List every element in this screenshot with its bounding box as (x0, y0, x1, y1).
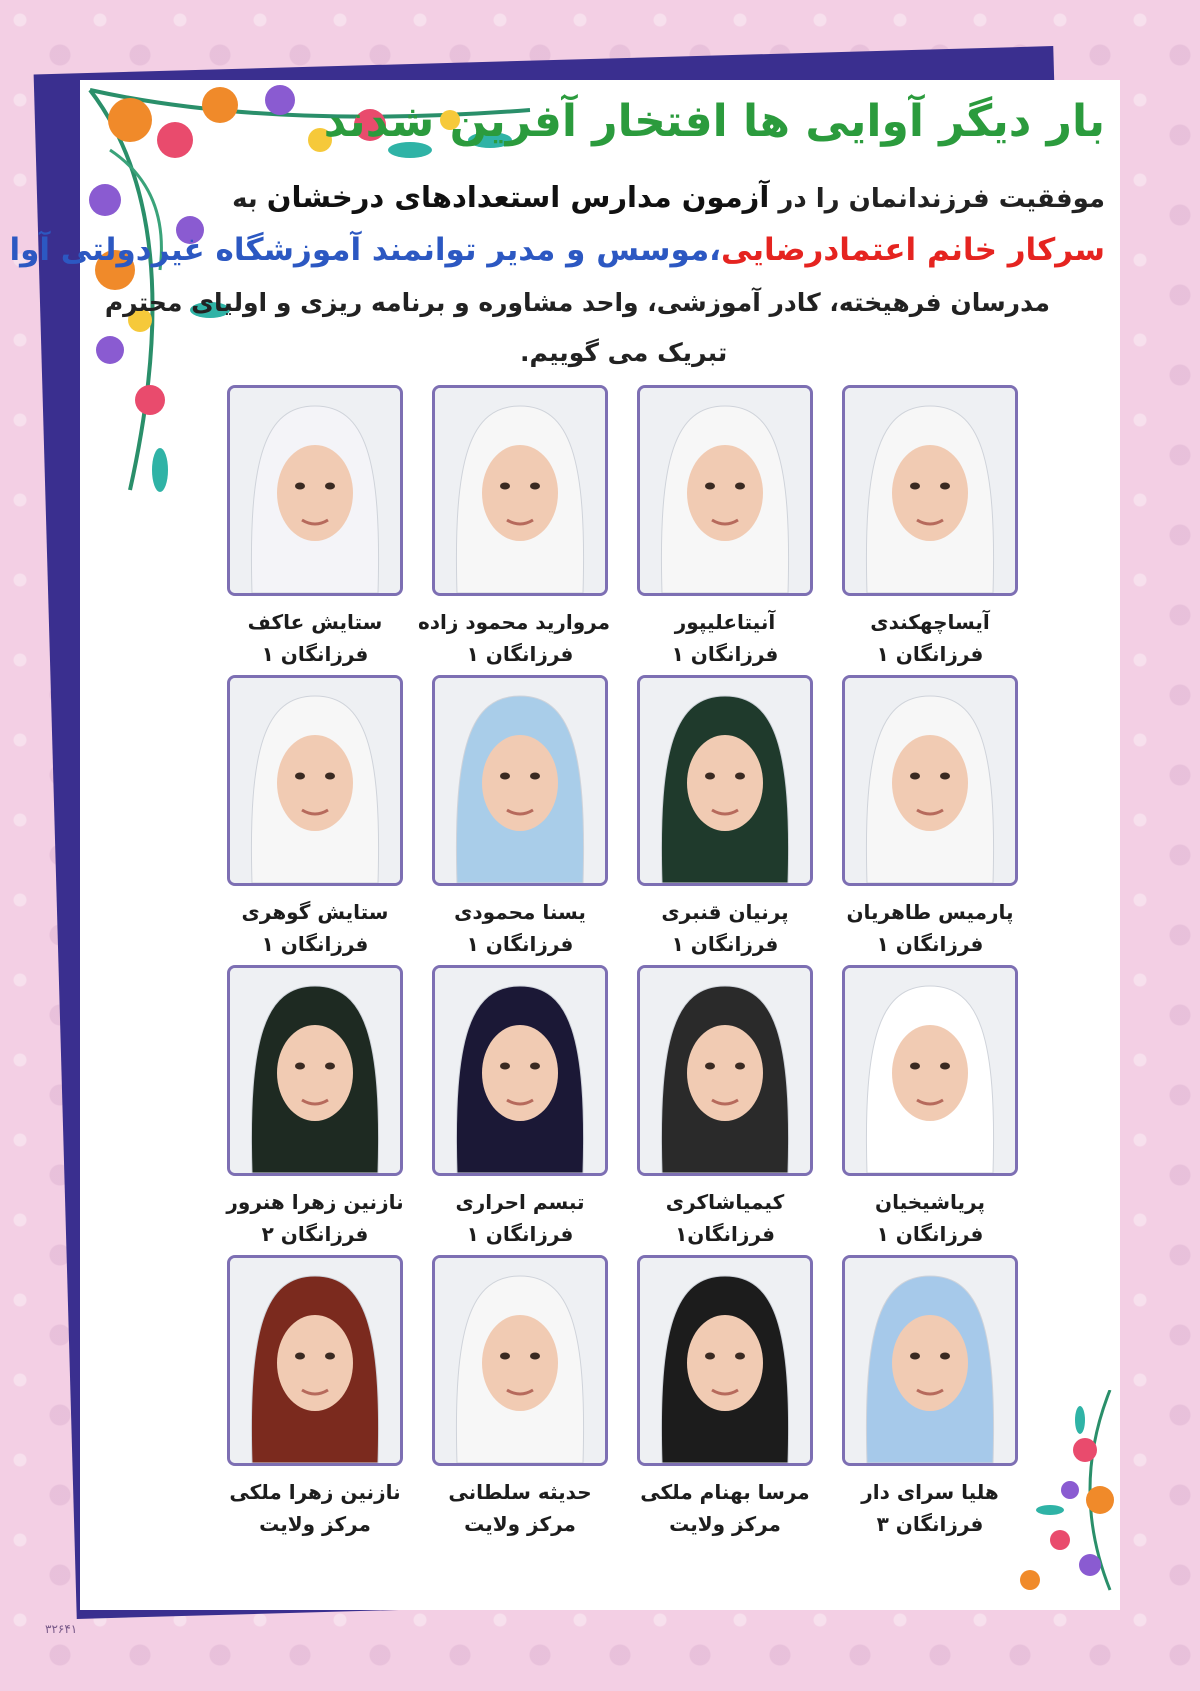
student-name: مروارید محمود زاده (417, 610, 610, 634)
portrait-icon (435, 388, 605, 593)
portrait-icon (845, 968, 1015, 1173)
intro-line-1 (232, 180, 1105, 214)
student-school: فرزانگان ۱ (261, 932, 369, 956)
student-school: مرکز ولایت (669, 1512, 781, 1536)
intro-line-4: تبریک می گوییم. (520, 338, 728, 367)
student-card (840, 965, 1020, 1246)
student-photo (432, 675, 608, 886)
student-name: حدیثه سلطانی (448, 1480, 592, 1504)
student-card (225, 965, 405, 1246)
student-photo (227, 675, 403, 886)
director-name: سرکار خانم اعتمادرضایی (720, 232, 1105, 268)
student-photo (432, 1255, 608, 1466)
student-school: فرزانگان ۱ (671, 932, 779, 956)
student-photo (227, 1255, 403, 1466)
student-card (417, 385, 610, 666)
student-name: هلیا سرای دار (861, 1480, 999, 1504)
student-photo (432, 385, 608, 596)
student-card (635, 385, 815, 666)
student-name: کیمیاشاکری (665, 1190, 785, 1214)
student-card (430, 675, 610, 956)
portrait-icon (435, 968, 605, 1173)
poster-headline: بار دیگر آوایی ها افتخار آفرین شدند (323, 96, 1105, 147)
intro-line-3: مدرسان فرهیخته، کادر آموزشی، واحد مشاوره و برنامه ریزی و اولیای محترم (104, 288, 1050, 317)
portrait-icon (845, 388, 1015, 593)
intro-line-1-start: موفقیت فرزندانمان را در (778, 184, 1105, 214)
student-name: آیساچهکندی (870, 610, 990, 634)
footer-code: ۳۲۶۴۱ (45, 1622, 78, 1636)
student-name: آنیتاعلیپور (674, 610, 776, 634)
portrait-icon (230, 388, 400, 593)
student-photo (227, 385, 403, 596)
student-photo (637, 965, 813, 1176)
intro-line-1-end: به (232, 184, 258, 214)
student-school: فرزانگان ۱ (876, 932, 984, 956)
portrait-icon (435, 1258, 605, 1463)
student-school: فرزانگان ۱ (876, 1222, 984, 1246)
student-card (225, 1255, 405, 1536)
student-name: یسنا محمودی (454, 900, 586, 924)
student-photo (842, 385, 1018, 596)
student-school: فرزانگان ۱ (466, 932, 574, 956)
student-school: مرکز ولایت (464, 1512, 576, 1536)
student-card (430, 1255, 610, 1536)
student-school: فرزانگان۱ (675, 1222, 775, 1246)
student-photo (842, 1255, 1018, 1466)
portrait-icon (640, 678, 810, 883)
student-photo (842, 675, 1018, 886)
student-photo (227, 965, 403, 1176)
student-photo (637, 385, 813, 596)
student-name: پرنیان قنبری (661, 900, 789, 924)
portrait-icon (845, 678, 1015, 883)
student-card (225, 385, 405, 666)
institute-name: ،موسس و مدیر توانمند آموزشگاه غیردولتی آوا (9, 232, 721, 268)
student-card (840, 385, 1020, 666)
student-photo (432, 965, 608, 1176)
portrait-icon (230, 1258, 400, 1463)
student-name: نازنین زهرا هنرور (226, 1190, 404, 1214)
student-school: فرزانگان ۱ (261, 642, 369, 666)
student-school: مرکز ولایت (259, 1512, 371, 1536)
portrait-icon (640, 388, 810, 593)
student-photo (842, 965, 1018, 1176)
student-name: پارمیس طاهریان (846, 900, 1014, 924)
student-name: نازنین زهرا ملکی (229, 1480, 401, 1504)
intro-line-1-emphasis: آزمون مدارس استعدادهای درخشان (266, 180, 770, 214)
portrait-icon (230, 678, 400, 883)
portrait-icon (845, 1258, 1015, 1463)
portrait-icon (230, 968, 400, 1173)
student-photo (637, 1255, 813, 1466)
student-card (430, 965, 610, 1246)
student-school: فرزانگان ۳ (876, 1512, 984, 1536)
student-card (635, 965, 815, 1246)
student-school: فرزانگان ۱ (671, 642, 779, 666)
student-school: فرزانگان ۱ (466, 642, 574, 666)
student-photo (637, 675, 813, 886)
student-name: مرسا بهنام ملکی (640, 1480, 810, 1504)
student-grid (200, 385, 1020, 1615)
student-card (840, 675, 1020, 956)
student-name: ستایش گوهری (241, 900, 389, 924)
portrait-icon (435, 678, 605, 883)
student-school: فرزانگان ۱ (876, 642, 984, 666)
student-school: فرزانگان ۲ (261, 1222, 369, 1246)
student-name: ستایش عاکف (247, 610, 383, 634)
portrait-icon (640, 968, 810, 1173)
student-card (635, 1255, 815, 1536)
student-name: تبسم احراری (455, 1190, 585, 1214)
student-school: فرزانگان ۱ (466, 1222, 574, 1246)
portrait-icon (640, 1258, 810, 1463)
student-name: پریاشیخیان (875, 1190, 985, 1214)
intro-line-2 (9, 232, 1105, 268)
student-card (635, 675, 815, 956)
student-card (840, 1255, 1020, 1536)
student-card (225, 675, 405, 956)
